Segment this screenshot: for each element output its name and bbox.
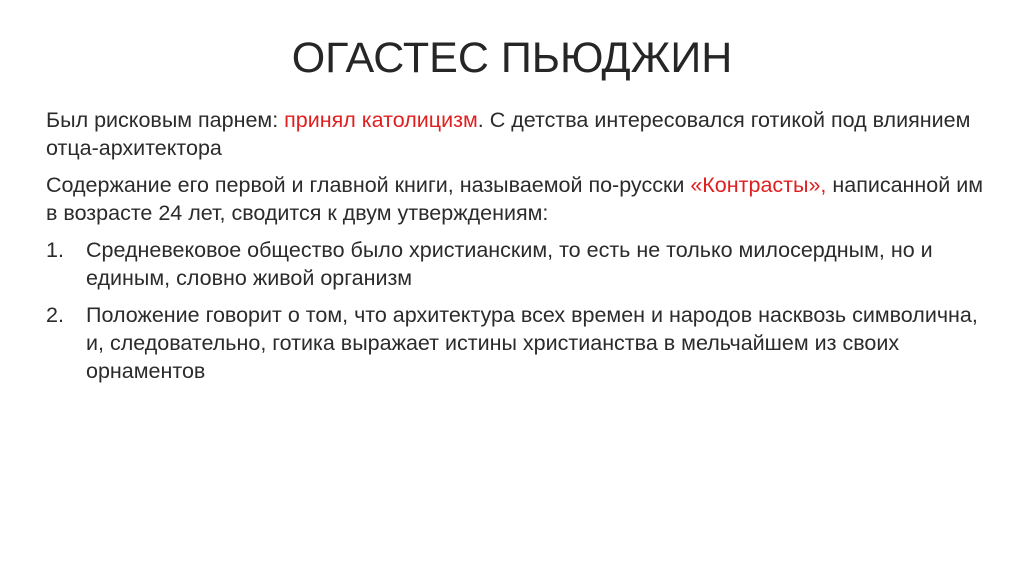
list-number-2: 2. bbox=[46, 303, 64, 327]
paragraph-book-end: написанной им в возрасте 24 лет, сводится к двум утверждениям: bbox=[46, 173, 984, 225]
paragraph-book-start: Содержание его первой и главной книги, называемой по-русски bbox=[46, 173, 691, 197]
list-text-1: Средневековое общество было христианским, то есть не только милосердным, но и единым, словно живой организм bbox=[86, 238, 933, 290]
list-number-1: 1. bbox=[46, 238, 64, 262]
highlight-book-title: «Контрасты», bbox=[690, 173, 827, 197]
list-text-2: Положение говорит о том, что архитектура всех времен и народов насквозь символична, и, следовательно, готика выражает истины христианства в мельчайшем из своих орнаментов bbox=[86, 303, 978, 383]
paragraph-intro bbox=[46, 106, 986, 162]
list-item-2 bbox=[46, 301, 986, 385]
highlight-catholicism: принял католицизм bbox=[284, 108, 478, 132]
slide-content bbox=[46, 106, 986, 394]
paragraph-book bbox=[46, 171, 986, 227]
slide-title: ОГАСТЕС ПЬЮДЖИН bbox=[291, 34, 733, 82]
paragraph-intro-start: Был рисковым парнем: bbox=[46, 108, 285, 132]
paragraph-intro-end: . С детства интересовался готикой под влиянием отца-архитектора bbox=[46, 108, 971, 160]
list-item-1 bbox=[46, 236, 986, 292]
